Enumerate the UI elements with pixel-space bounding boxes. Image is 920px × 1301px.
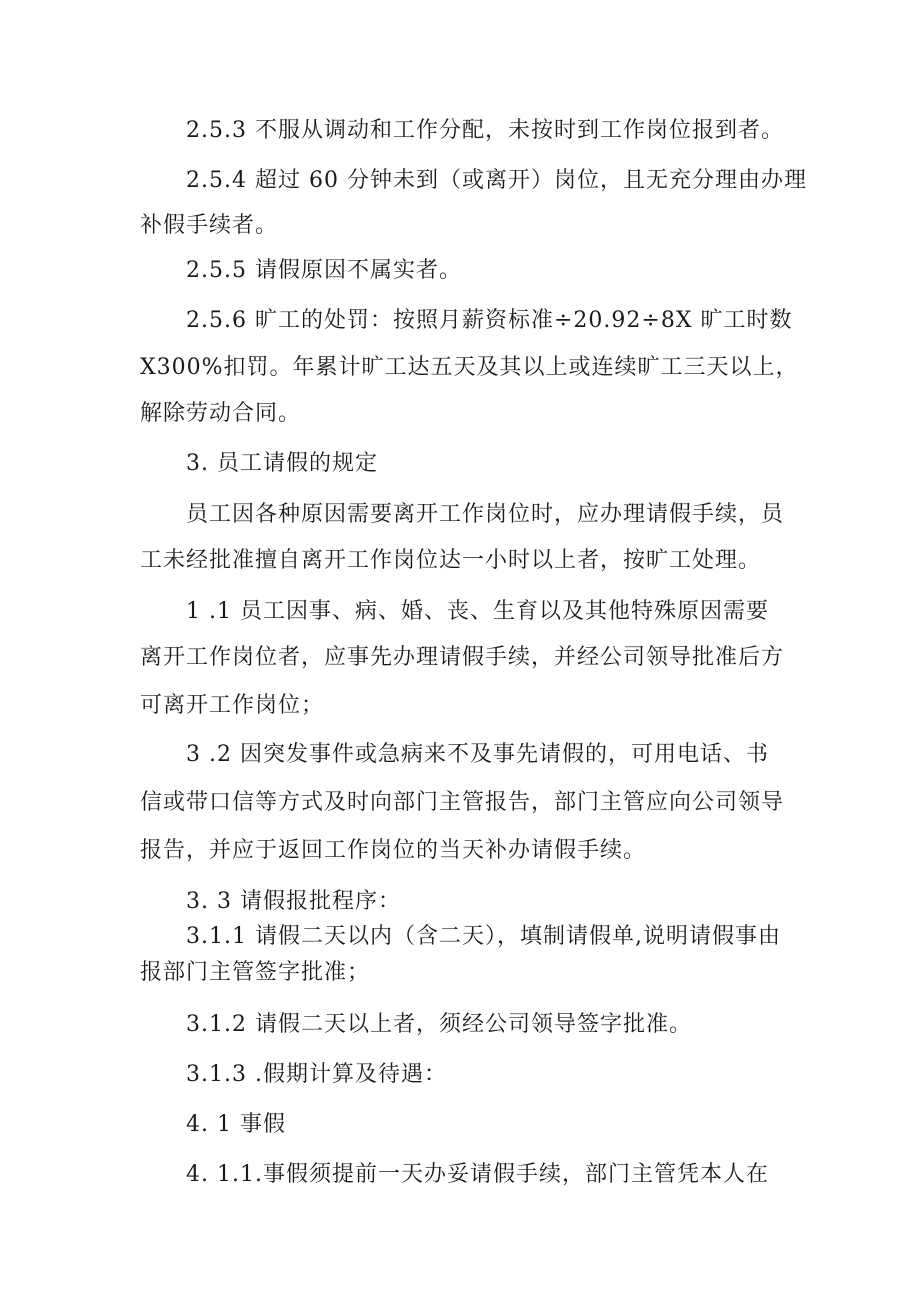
text-line: 3.1.1 请假二天以内（含二天），填制请假单,说明请假事由 xyxy=(186,924,781,949)
text-line: X300%扣罚。年累计旷工达五天及其以上或连续旷工三天以上， xyxy=(140,355,799,380)
text-line: 3.1.2 请假二天以上者，须经公司领导签字批准。 xyxy=(186,1012,692,1037)
text-line: 1 .1 员工因事、病、婚、丧、生育以及其他特殊原因需要 xyxy=(186,599,769,624)
text-line: 2.5.3 不服从调动和工作分配，未按时到工作岗位报到者。 xyxy=(186,118,784,143)
text-line: 3.1.3 .假期计算及待遇： xyxy=(186,1062,447,1087)
text-line: 4. 1 事假 xyxy=(186,1112,286,1137)
text-line: 补假手续者。 xyxy=(140,213,279,238)
text-line: 3. 3 请假报批程序： xyxy=(186,889,401,914)
text-line: 工未经批准擅自离开工作岗位达一小时以上者，按旷工处理。 xyxy=(140,548,762,573)
text-line: 2.5.4 超过 60 分钟未到（或离开）岗位，且无充分理由办理 xyxy=(186,168,807,193)
text-line: 解除劳动合同。 xyxy=(140,401,302,426)
text-line: 2.5.6 旷工的处罚：按照月薪资标准÷20.92÷8X 旷工时数 xyxy=(186,308,793,333)
section-heading: 3. 员工请假的规定 xyxy=(186,451,378,476)
text-line: 离开工作岗位者，应事先办理请假手续，并经公司领导批准后方 xyxy=(140,645,785,670)
text-line: 员工因各种原因需要离开工作岗位时，应办理请假手续，员 xyxy=(186,502,785,527)
text-line: 2.5.5 请假原因不属实者。 xyxy=(186,258,462,283)
text-line: 4. 1.1.事假须提前一天办妥请假手续，部门主管凭本人在 xyxy=(186,1162,769,1187)
text-line: 信或带口信等方式及时向部门主管报告，部门主管应向公司领导 xyxy=(140,790,785,815)
text-line: 报告，并应于返回工作岗位的当天补办请假手续。 xyxy=(140,838,647,863)
text-line: 可离开工作岗位； xyxy=(140,693,325,718)
text-line: 报部门主管签字批准； xyxy=(140,960,371,985)
text-line: 3 .2 因突发事件或急病来不及事先请假的，可用电话、书 xyxy=(186,742,769,767)
